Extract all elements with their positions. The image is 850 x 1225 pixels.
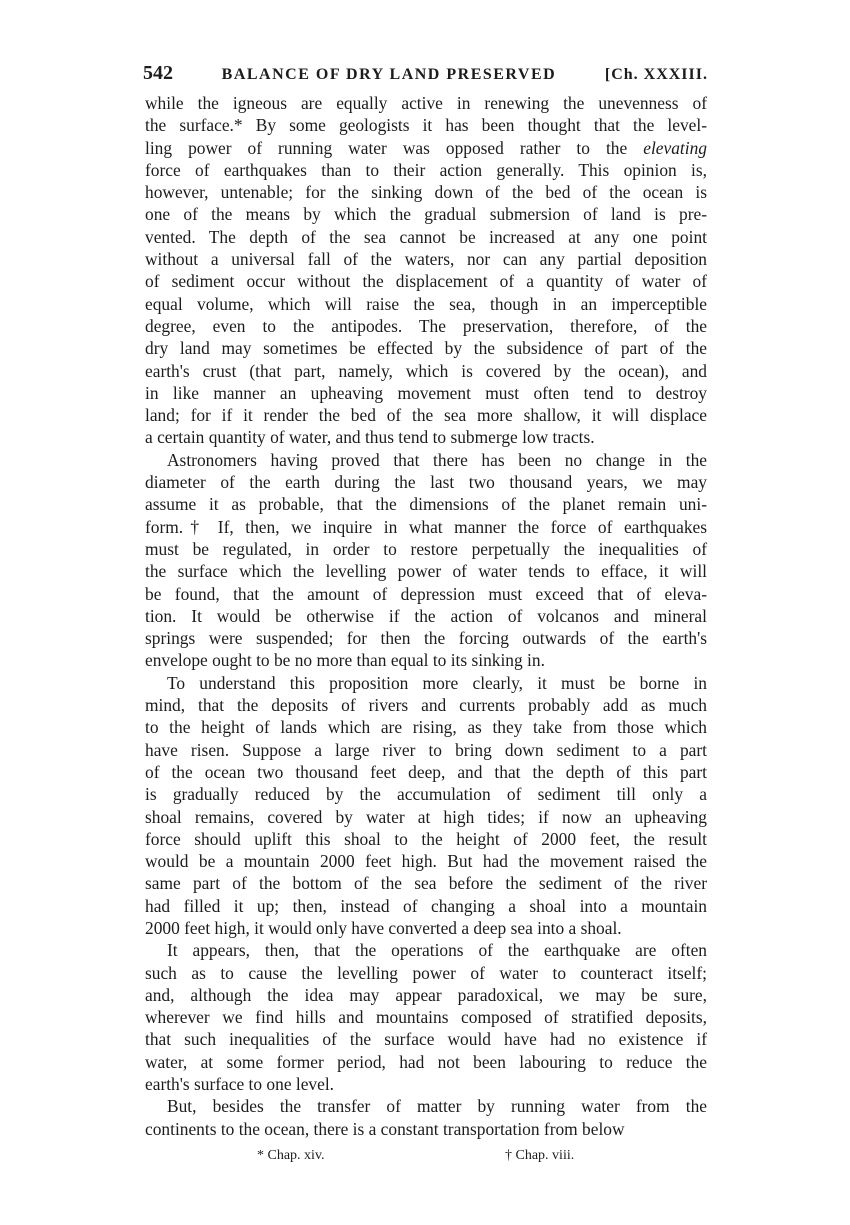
text-line: continents to the ocean, there is a constant transportation from below [145, 1118, 625, 1139]
text-line: diameter of the earth during the last two thousand years, we may [145, 472, 707, 493]
text-line: wherever we find hills and mountains composed of stratified deposits, [145, 1007, 707, 1028]
text-line: 2000 feet high, it would only have converted a deep sea into a shoal. [145, 917, 622, 938]
body-text [145, 92, 707, 1140]
text-line: must be regulated, in order to restore perpetually the inequalities of [145, 538, 707, 559]
text-line: It appears, then, that the operations of the earthquake are often [167, 940, 707, 961]
text-line: earth's surface to one level. [145, 1074, 335, 1095]
text-line: dry land may sometimes be effected by the subsidence of part of the [145, 338, 707, 359]
text-line: the surface which the levelling power of water tends to efface, it will [145, 561, 707, 582]
paragraph [145, 92, 707, 449]
text-line: one of the means by which the gradual submersion of land is pre- [145, 204, 707, 225]
text-line: shoal remains, covered by water at high tides; if now an upheaving [145, 806, 707, 827]
paragraph [145, 449, 707, 672]
paragraph [145, 1095, 707, 1140]
running-title: BALANCE OF DRY LAND PRESERVED [221, 66, 557, 83]
text-line: land; for if it render the bed of the sea more shallow, it will displace [145, 405, 707, 426]
text-line: have risen. Suppose a large river to bring down sediment to a part [145, 739, 707, 760]
text-line: while the igneous are equally active in renewing the unevenness of [145, 93, 707, 113]
text-line: tion. It would be otherwise if the action of volcanos and mineral [145, 605, 707, 626]
text-line: form.† If, then, we inquire in what manner the force of earthquakes [145, 516, 707, 537]
emphasis: elevating [643, 137, 707, 158]
footnote: * Chap. xiv. [257, 1148, 325, 1163]
text-line: But, besides the transfer of matter by running water from the [167, 1096, 707, 1117]
text-line: of the ocean two thousand feet deep, and that the depth of this part [145, 761, 707, 782]
paragraph [145, 939, 707, 1095]
text-line: water, at some former period, had not been labouring to reduce the [145, 1051, 707, 1072]
text-line: To understand this proposition more clearly, it must be borne in [167, 672, 707, 693]
text-line: such as to cause the levelling power of water to counteract itself; [145, 962, 707, 983]
text-line: is gradually reduced by the accumulation of sediment till only a [145, 784, 707, 805]
text-line: however, untenable; for the sinking down of the bed of the ocean is [145, 182, 707, 203]
text-line: assume it as probable, that the dimensions of the planet remain uni- [145, 494, 707, 515]
page-number: 542 [143, 62, 173, 84]
text-line: without a universal fall of the waters, nor can any partial deposition [145, 249, 707, 270]
text-line: Astronomers having proved that there has been no change in the [167, 449, 707, 470]
text-line: force of earthquakes than to their action generally. This opinion is, [145, 159, 707, 180]
text-line: mind, that the deposits of rivers and currents probably add as much [145, 695, 707, 716]
chapter-reference: [Ch. XXXIII. [604, 66, 708, 83]
text-line: be found, that the amount of depression must exceed that of eleva- [145, 583, 707, 604]
text-line: had filled it up; then, instead of changing a shoal into a mountain [145, 895, 707, 916]
footnote: † Chap. viii. [505, 1148, 575, 1163]
text-line: and, although the idea may appear paradoxical, we may be sure, [145, 984, 707, 1005]
page-header [143, 62, 708, 85]
paragraph [145, 672, 707, 940]
text-line: that such inequalities of the surface would have had no existence if [145, 1029, 707, 1050]
text-line: of sediment occur without the displacement of a quantity of water of [145, 271, 707, 292]
text-line: force should uplift this shoal to the height of 2000 feet, the result [145, 828, 707, 849]
text-line: vented. The depth of the sea cannot be increased at any one point [145, 226, 707, 247]
text-line: to the height of lands which are rising, as they take from those which [145, 717, 707, 738]
text-line: envelope ought to be no more than equal to its sinking in. [145, 650, 545, 671]
text-line: earth's crust (that part, namely, which is covered by the ocean), and [145, 360, 707, 381]
text-line: equal volume, which will raise the sea, though in an imperceptible [145, 293, 707, 314]
text-line: the surface.* By some geologists it has been thought that the level- [145, 115, 707, 136]
text-line: ling power of running water was opposed rather to the elevating [145, 137, 707, 158]
text-line: same part of the bottom of the sea before the sediment of the river [145, 873, 707, 894]
text-line: springs were suspended; for then the forcing outwards of the earth's [145, 628, 707, 649]
text-line: in like manner an upheaving movement must often tend to destroy [145, 382, 707, 403]
text-line: a certain quantity of water, and thus tend to submerge low tracts. [145, 427, 595, 448]
text-line: would be a mountain 2000 feet high. But had the movement raised the [145, 851, 707, 872]
text-line: degree, even to the antipodes. The preservation, therefore, of the [145, 315, 707, 336]
